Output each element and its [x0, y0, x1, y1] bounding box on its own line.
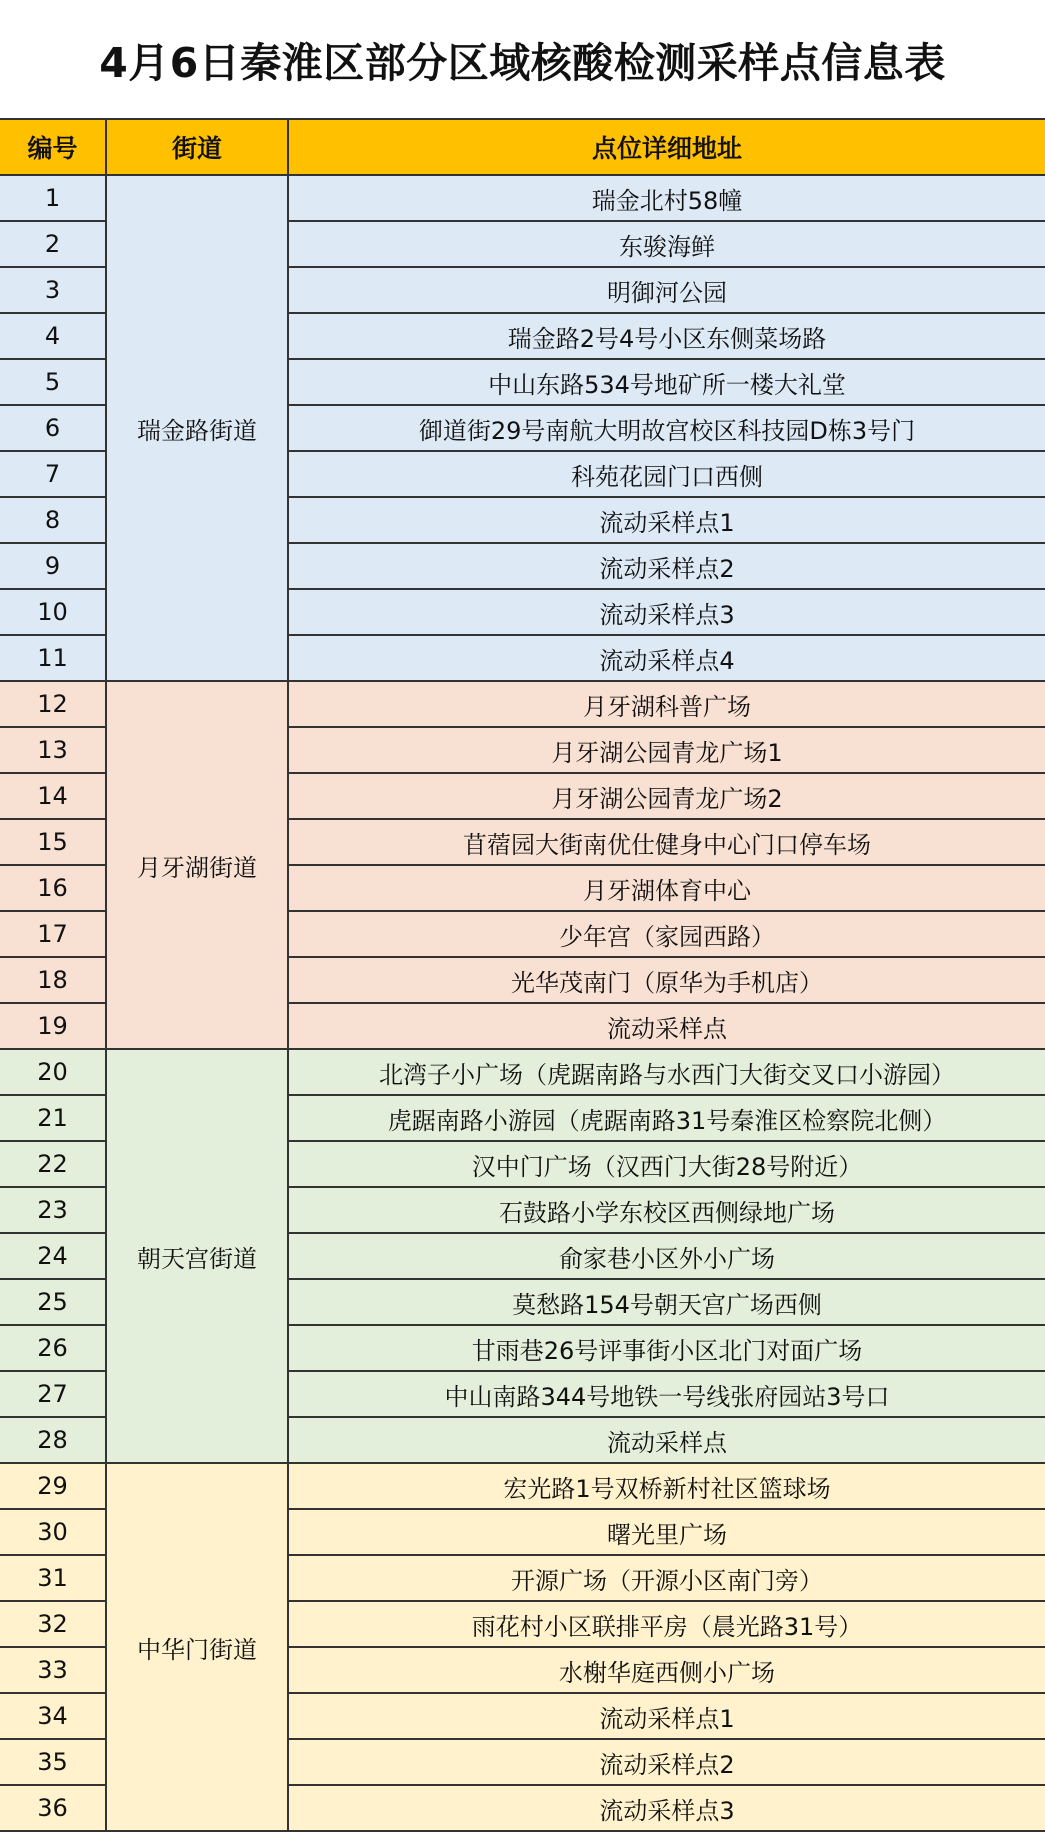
- row-number: 12: [0, 682, 107, 728]
- address-cell: 流动采样点4: [289, 636, 1045, 682]
- address-cell: 开源广场（开源小区南门旁）: [289, 1556, 1045, 1602]
- street-cell: 月牙湖街道: [107, 682, 289, 1050]
- address-cell: 御道街29号南航大明故宫校区科技园D栋3号门: [289, 406, 1045, 452]
- address-cell: 流动采样点1: [289, 1694, 1045, 1740]
- header-street: 街道: [107, 120, 289, 176]
- address-cell: 东骏海鲜: [289, 222, 1045, 268]
- address-cell: 流动采样点2: [289, 544, 1045, 590]
- address-cell: 莫愁路154号朝天宫广场西侧: [289, 1280, 1045, 1326]
- sampling-sites-table: [0, 118, 1045, 1825]
- address-cell: 宏光路1号双桥新村社区篮球场: [289, 1464, 1045, 1510]
- row-number: 18: [0, 958, 107, 1004]
- row-number: 19: [0, 1004, 107, 1050]
- row-number: 25: [0, 1280, 107, 1326]
- row-number: 34: [0, 1694, 107, 1740]
- address-cell: 瑞金路2号4号小区东侧菜场路: [289, 314, 1045, 360]
- address-cell: 少年宫（家园西路）: [289, 912, 1045, 958]
- address-cell: 水榭华庭西侧小广场: [289, 1648, 1045, 1694]
- address-cell: 流动采样点: [289, 1418, 1045, 1464]
- address-cell: 科苑花园门口西侧: [289, 452, 1045, 498]
- row-number: 11: [0, 636, 107, 682]
- row-number: 29: [0, 1464, 107, 1510]
- row-number: 13: [0, 728, 107, 774]
- street-cell: 朝天宫街道: [107, 1050, 289, 1464]
- address-cell: 流动采样点3: [289, 590, 1045, 636]
- address-cell: 月牙湖科普广场: [289, 682, 1045, 728]
- row-number: 17: [0, 912, 107, 958]
- address-cell: 流动采样点2: [289, 1740, 1045, 1786]
- address-cell: 俞家巷小区外小广场: [289, 1234, 1045, 1280]
- row-number: 8: [0, 498, 107, 544]
- address-cell: 月牙湖公园青龙广场1: [289, 728, 1045, 774]
- row-number: 33: [0, 1648, 107, 1694]
- row-number: 2: [0, 222, 107, 268]
- address-cell: 明御河公园: [289, 268, 1045, 314]
- row-number: 23: [0, 1188, 107, 1234]
- address-cell: 苜蓿园大街南优仕健身中心门口停车场: [289, 820, 1045, 866]
- address-cell: 流动采样点1: [289, 498, 1045, 544]
- row-number: 28: [0, 1418, 107, 1464]
- address-cell: 雨花村小区联排平房（晨光路31号）: [289, 1602, 1045, 1648]
- row-number: 1: [0, 176, 107, 222]
- address-cell: 甘雨巷26号评事街小区北门对面广场: [289, 1326, 1045, 1372]
- address-cell: 中山东路534号地矿所一楼大礼堂: [289, 360, 1045, 406]
- row-number: 32: [0, 1602, 107, 1648]
- address-cell: 月牙湖公园青龙广场2: [289, 774, 1045, 820]
- row-number: 3: [0, 268, 107, 314]
- street-cell: 中华门街道: [107, 1464, 289, 1832]
- street-cell: 瑞金路街道: [107, 176, 289, 682]
- address-cell: 流动采样点3: [289, 1786, 1045, 1832]
- address-cell: 瑞金北村58幢: [289, 176, 1045, 222]
- header-number: 编号: [0, 120, 107, 176]
- row-number: 9: [0, 544, 107, 590]
- row-number: 10: [0, 590, 107, 636]
- address-cell: 石鼓路小学东校区西侧绿地广场: [289, 1188, 1045, 1234]
- page-title: 4月6日秦淮区部分区域核酸检测采样点信息表: [99, 38, 946, 87]
- row-number: 6: [0, 406, 107, 452]
- row-number: 5: [0, 360, 107, 406]
- row-number: 4: [0, 314, 107, 360]
- row-number: 14: [0, 774, 107, 820]
- row-number: 20: [0, 1050, 107, 1096]
- header-address: 点位详细地址: [289, 120, 1045, 176]
- row-number: 35: [0, 1740, 107, 1786]
- row-number: 21: [0, 1096, 107, 1142]
- row-number: 26: [0, 1326, 107, 1372]
- address-cell: 汉中门广场（汉西门大街28号附近）: [289, 1142, 1045, 1188]
- row-number: 36: [0, 1786, 107, 1832]
- row-number: 27: [0, 1372, 107, 1418]
- address-cell: 北湾子小广场（虎踞南路与水西门大街交叉口小游园）: [289, 1050, 1045, 1096]
- address-cell: 光华茂南门（原华为手机店）: [289, 958, 1045, 1004]
- address-cell: 月牙湖体育中心: [289, 866, 1045, 912]
- row-number: 31: [0, 1556, 107, 1602]
- address-cell: 中山南路344号地铁一号线张府园站3号口: [289, 1372, 1045, 1418]
- address-cell: 流动采样点: [289, 1004, 1045, 1050]
- row-number: 15: [0, 820, 107, 866]
- address-cell: 虎踞南路小游园（虎踞南路31号秦淮区检察院北侧）: [289, 1096, 1045, 1142]
- address-cell: 曙光里广场: [289, 1510, 1045, 1556]
- row-number: 7: [0, 452, 107, 498]
- row-number: 24: [0, 1234, 107, 1280]
- row-number: 22: [0, 1142, 107, 1188]
- row-number: 16: [0, 866, 107, 912]
- row-number: 30: [0, 1510, 107, 1556]
